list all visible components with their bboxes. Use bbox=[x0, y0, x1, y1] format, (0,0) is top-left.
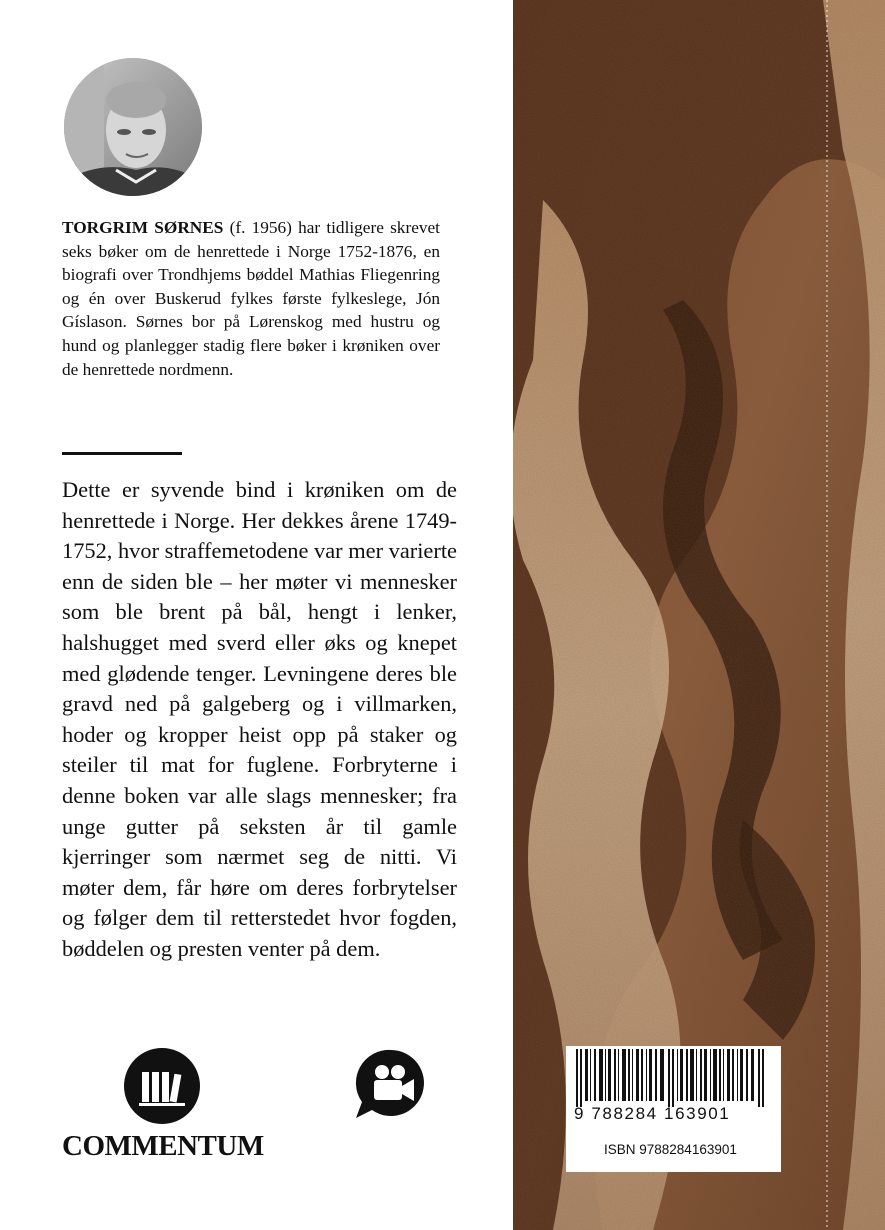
barcode-bars bbox=[574, 1049, 773, 1107]
video-camera-icon bbox=[350, 1042, 432, 1124]
book-blurb: Dette er syvende bind i krøniken om de henrettede i Norge. Her dekkes årene 1749-1752, hvor straffemetodene var mer varierte enn de siden ble – her møter vi mennesker som ble brent på bål, hengt i lenker, halshugget med sverd eller øks og knepet med glødende tenger. Levningene deres ble gravd ned på galgeberg og i villmarken, hoder og kropper heist opp på staker og steiler til mat for fuglene. Forbryterne i denne boken var alle slags mennesker; fra unge gutter på seksten år til gamle kjerringer som nærmet seg de nitti. Vi møter dem, får høre om deres forbrytelser og følger dem til retterstedet hvor fogden, bøddelen og presten venter på dem. bbox=[62, 477, 457, 961]
author-bio bbox=[62, 216, 440, 381]
isbn-barcode bbox=[566, 1046, 781, 1172]
publisher-name: COMMENTUM bbox=[62, 1130, 264, 1162]
author-name: TORGRIM SØRNES bbox=[62, 218, 224, 237]
bookshelf-icon bbox=[124, 1048, 200, 1124]
author-bio-text: (f. 1956) har tidligere skrevet seks bøker om de henrettede i Norge 1752-1876, en biografi over Trondhjems bøddel Mathias Fliegenring og én over Buskerud fylkes første fylkeslege, Jón Gíslason. Sørnes bor på Lørenskog med hustru og hund og planlegger stadig flere bøker i krøniken over de henrettede nordmenn. bbox=[62, 218, 440, 379]
isbn-label: ISBN 9788284163901 bbox=[604, 1142, 737, 1157]
barcode-digits: 9 788284 163901 bbox=[574, 1104, 731, 1123]
author-photo bbox=[64, 58, 202, 196]
divider bbox=[62, 452, 182, 455]
